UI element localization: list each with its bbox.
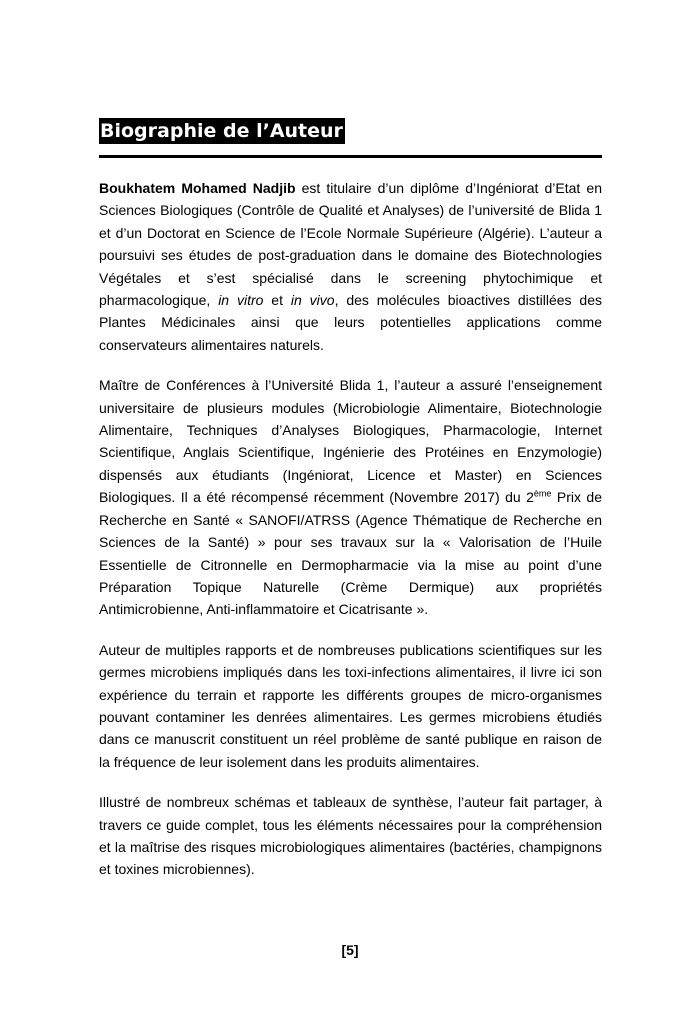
term-in-vivo: in vivo xyxy=(290,292,335,309)
paragraph-career-text-2: Prix de Recherche en Santé « SANOFI/ATRSS (Agence Thématique de Recherche en Sciences de la Santé) » pour ses travaux sur la « Valorisation de l’Huile Essentielle de Citronnelle en Dermopharmacie via la mise au point d’une Préparation Topique Naturelle (Crème Dermique) aux propriétés Antimicrobienne, Anti-inflammatoire et Cicatrisante ». xyxy=(99,489,602,618)
paragraph-education xyxy=(99,177,602,356)
paragraph-education-text-3: , des molécules bioactives distillées des Plantes Médicinales ainsi que leurs potentielles applications comme conservateurs alimentaires naturels. xyxy=(99,292,602,353)
paragraph-education-text-2: et xyxy=(263,292,291,309)
document-page xyxy=(99,118,602,881)
section-heading: Biographie de l’Auteur xyxy=(100,120,343,142)
paragraph-publications: Auteur de multiples rapports et de nombreuses publications scientifiques sur les germes microbiens impliqués dans les toxi-infections alimentaires, il livre ici son expérience du terrain et rapporte les différents groupes de micro-organismes pouvant contaminer les denrées alimentaires. Les germes microbiens étudiés dans ce manuscrit constituent un réel problème de santé publique en raison de la fréquence de leur isolement dans les produits alimentaires. xyxy=(99,641,602,770)
paragraph-career-text-1: Maître de Conférences à l’Université Blida 1, l’auteur a assuré l’enseignement universitaire de plusieurs modules (Microbiologie Alimentaire, Biotechnologie Alimentaire, Techniques d’Analyses Biologiques, Pharmacologie, Internet Scientifique, Anglais Scientifique, Ingénierie des Protéines en Enzymologie) dispensés aux étudiants (Ingéniorat, Licence et Master) en Sciences Biologiques. Il a été récompensé récemment (Novembre 2017) du 2 xyxy=(99,377,602,506)
term-in-vitro: in vitro xyxy=(218,292,264,309)
ordinal-superscript: ème xyxy=(533,488,552,499)
paragraph-guide: Illustré de nombreux schémas et tableaux de synthèse, l’auteur fait partager, à travers ce guide complet, tous les éléments nécessaires pour la compréhension et la maîtrise des risques microbiologiques alimentaires (bactéries, champignons et toxines microbiennes). xyxy=(99,794,602,878)
paragraph-career xyxy=(99,374,602,620)
heading-divider xyxy=(99,155,602,158)
author-name: Boukhatem Mohamed Nadjib xyxy=(99,180,296,196)
paragraph-education-text-1: est titulaire d’un diplôme d’Ingéniorat d’Etat en Sciences Biologiques (Contrôle de Qualité et Analyses) de l’université de Blida 1 et d’un Doctorat en Science de l’Ecole Normale Supérieure (Algérie). L’auteur a poursuivi ses études de post-graduation dans le domaine des Biotechnologies Végétales et s’est spécialisé dans le screening phytochimique et pharmacologique, xyxy=(99,180,602,309)
biography-text xyxy=(99,177,602,881)
page-number: [5] xyxy=(341,942,359,958)
